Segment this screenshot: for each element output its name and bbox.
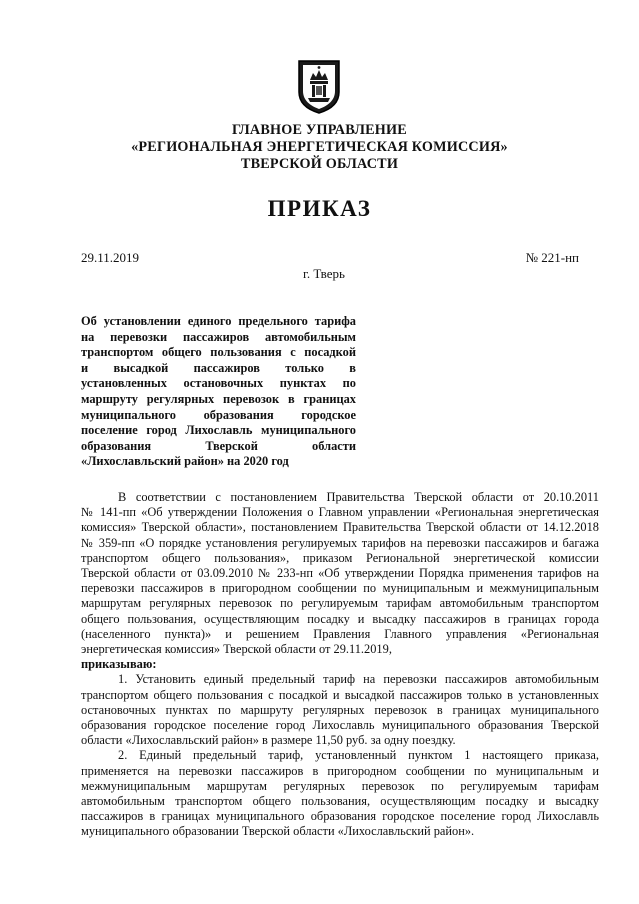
body-line: комиссия» Тверской области», постановлением Правительства Тверской области от 14.12.2018 xyxy=(81,520,599,535)
clause-2-line: муниципального образовании Тверской области «Лихославльский район». xyxy=(81,824,475,839)
subject-line: маршруту регулярных перевозок в границах xyxy=(81,391,356,406)
body-line: общего пользования, осуществляющим посадку и высадку пассажиров в границах города xyxy=(81,611,599,626)
org-line-3: ТВЕРСКОЙ ОБЛАСТИ xyxy=(240,156,399,172)
body-line: маршрутам регулярных перевозок по регулируемым тарифам автомобильным транспортом xyxy=(81,596,599,611)
subject-line: муниципального образования городское xyxy=(81,407,356,422)
subject-line: на перевозки пассажиров автомобильным xyxy=(81,329,356,344)
document-date: 29.11.2019 xyxy=(81,250,140,265)
body-line: (населенного пункта)» и решением Правления Главного управления «Региональная xyxy=(81,626,599,641)
clause-1-line: остановочных пунктах по маршруту регулярных перевозок в границах муниципального xyxy=(81,702,599,717)
subject-line: «Лихославльский район» на 2020 год xyxy=(81,454,289,469)
subject-line: и высадкой пассажиров только в xyxy=(81,360,356,375)
clause-2-line: 2. Единый предельный тариф, установленный пунктом 1 настоящего приказа, xyxy=(118,748,599,763)
org-line-1: ГЛАВНОЕ УПРАВЛЕНИЕ xyxy=(232,122,407,138)
subject-line: транспортом общего пользования с посадкой xyxy=(81,345,356,360)
body-line: перевозки пассажиров в пригородном сообщении по муниципальным и межмуниципальным xyxy=(81,581,599,596)
subject-line: установленных остановочных пунктах по xyxy=(81,376,356,391)
document-city: г. Тверь xyxy=(303,266,345,281)
clause-1-line: 1. Установить единый предельный тариф на перевозки пассажиров автомобильным xyxy=(118,672,599,687)
clause-2-line: применяется на перевозки пассажиров в пригородном сообщении по муниципальным и xyxy=(81,763,599,778)
order-directive: приказываю: xyxy=(81,657,157,672)
clause-2-line: межмуниципальным маршрутам регулярных перевозок по регулируемым тарифам xyxy=(81,778,599,793)
subject-line: Об установлении единого предельного тарифа xyxy=(81,314,356,328)
clause-2-line: пассажиров в границах муниципального образования городское поселение город Лихославль xyxy=(81,809,599,824)
clause-2-line: автомобильным транспортом общего пользования, осуществляющим посадку и высадку xyxy=(81,794,599,809)
organization-name xyxy=(60,122,579,173)
order-subject xyxy=(81,314,356,470)
subject-line: образования Тверской области xyxy=(81,438,356,453)
subject-line: поселение город Лихославль муниципального xyxy=(81,423,356,438)
body-line: Тверской области от 03.09.2010 № 233-нп «Об утверждении Порядка применения тарифов на xyxy=(81,566,599,581)
body-line: транспортом общего пользования», приказом Региональной энергетической комиссии xyxy=(81,550,599,565)
clause-1-line: области «Лихославльский район» в размере 11,50 руб. за одну поездку. xyxy=(81,733,456,748)
body-line: № 359-пп «О порядке установления регулируемых тарифов на перевозки пассажиров и багажа xyxy=(81,535,599,550)
document-type-title: ПРИКАЗ xyxy=(267,196,372,221)
document-number: № 221-нп xyxy=(525,250,579,265)
body-line: В соответствии с постановлением Правительства Тверской области от 20.10.2011 xyxy=(118,490,599,504)
coat-of-arms-icon xyxy=(296,58,342,114)
clause-1-line: образования городское поселение город Лихославль муниципального образования Тверской xyxy=(81,718,599,733)
clause-1-line: транспортом общего пользования с посадкой и высадкой пассажиров только в установленных xyxy=(81,687,599,702)
order-body xyxy=(81,490,599,840)
org-line-2: «РЕГИОНАЛЬНАЯ ЭНЕРГЕТИЧЕСКАЯ КОМИССИЯ» xyxy=(131,139,508,155)
body-line: № 141-пп «Об утверждении Положения о Главном управлении «Региональная энергетическая xyxy=(81,505,599,520)
body-line: энергетическая комиссия» Тверской области от 29.11.2019, xyxy=(81,642,392,657)
